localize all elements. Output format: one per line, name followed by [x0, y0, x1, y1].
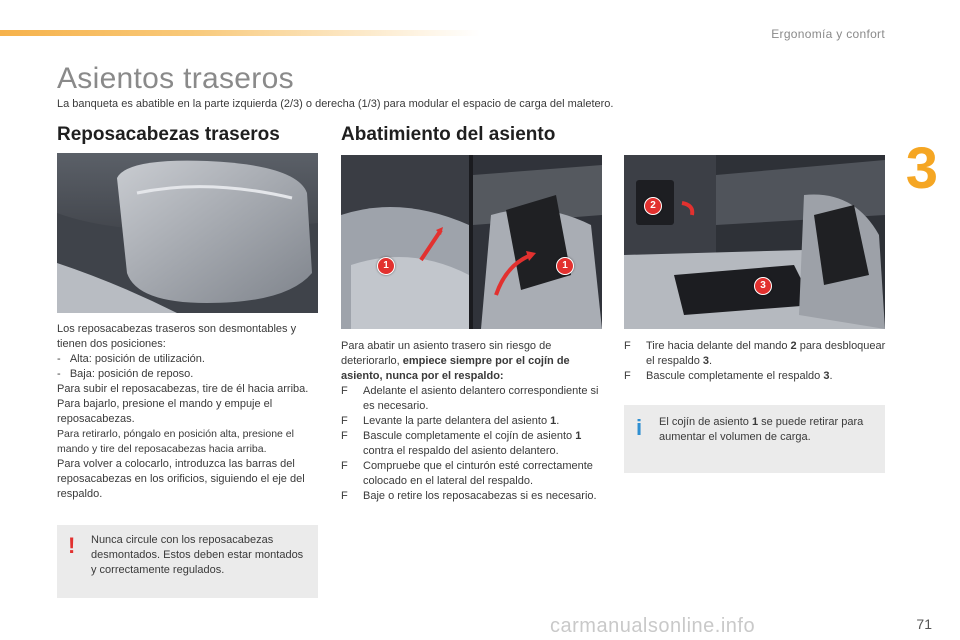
page-intro: La banqueta es abatible en la parte izquierda (2/3) o derecha (1/3) para modular el espacio de carga del maletero.: [57, 98, 614, 110]
callout-3: 3: [754, 277, 772, 295]
step-text: Compruebe que el cinturón esté correctamente colocado en el lateral del respaldo.: [363, 460, 593, 487]
watermark: carmanualsonline.info: [550, 615, 756, 637]
step-text-after: para desbloquear el respaldo: [646, 340, 886, 367]
bullet-marker: F: [624, 370, 631, 382]
backrest-step: [624, 369, 886, 384]
step-text-after: .: [709, 355, 713, 367]
callout-2: 2: [644, 197, 662, 215]
headrest-heading: Reposacabezas traseros: [57, 124, 280, 145]
backrest-photo: [624, 155, 885, 329]
header-accent-bar: [0, 30, 480, 36]
section-label: Ergonomía y confort: [771, 27, 885, 41]
step-number: 3: [702, 355, 709, 367]
warning-icon: !: [68, 533, 76, 558]
headrest-photo: [57, 153, 318, 313]
headrest-p5: Para bajarlo, presione el mando y empuje el reposacabezas.: [57, 398, 273, 425]
fold-step: [341, 459, 603, 489]
fold-intro-bold: empiece siempre por el cojín de asiento, nunca por el respaldo:: [341, 355, 570, 382]
bullet-marker: F: [341, 490, 348, 502]
fold-instructions: [341, 339, 603, 504]
page-title: Asientos traseros: [57, 62, 294, 95]
step-text-after: .: [829, 370, 833, 382]
backrest-illustration: [624, 155, 885, 329]
page-number: 71: [916, 616, 932, 632]
step-text: Tire hacia delante del mando: [646, 340, 791, 352]
bullet-marker: F: [341, 460, 348, 472]
headrest-p6: Para retirarlo, póngalo en posición alta, presione el mando y tire del reposacabezas hacia arriba.: [57, 428, 294, 455]
step-text-after: .: [556, 415, 560, 427]
headrest-illustration: [57, 153, 318, 313]
warning-box: [57, 525, 318, 598]
step-text: Bascule completamente el cojín de asiento: [363, 430, 576, 442]
bullet-marker: F: [341, 385, 348, 397]
info-number: 1: [751, 416, 759, 428]
info-text: [659, 415, 874, 445]
fold-heading: Abatimiento del asiento: [341, 124, 556, 145]
step-number: 1: [575, 430, 582, 442]
fold-intro: [341, 339, 603, 384]
step-text: Bascule completamente el respaldo: [646, 370, 824, 382]
info-text-before: El cojín de asiento: [659, 416, 752, 428]
step-number: 2: [790, 340, 797, 352]
headrest-instructions: [57, 322, 319, 502]
warning-text: Nunca circule con los reposacabezas desmontados. Estos deben estar montados y correctamente regulados.: [91, 534, 304, 576]
info-text-after: se puede retirar para aumentar el volumen de carga.: [659, 416, 864, 443]
chapter-number: 3: [905, 136, 938, 201]
step-number: 3: [823, 370, 830, 382]
headrest-p2: - Alta: posición de utilización.: [57, 353, 205, 365]
fold-step: [341, 489, 603, 504]
bullet-marker: F: [341, 415, 348, 427]
headrest-p7: Para volver a colocarlo, introduzca las barras del reposacabezas en los orificios, siguiendo el eje del respaldo.: [57, 458, 305, 500]
step-text: Adelante el asiento delantero correspondiente si es necesario.: [363, 385, 599, 412]
seat-cushion-illustration: [341, 155, 602, 329]
callout-1-left: 1: [377, 257, 395, 275]
callout-1-right: 1: [556, 257, 574, 275]
step-text-after: contra el respaldo del asiento delantero.: [363, 445, 559, 457]
step-text: Levante la parte delantera del asiento: [363, 415, 551, 427]
fold-step: [341, 384, 603, 414]
info-box: [624, 405, 885, 473]
seat-cushion-photo: [341, 155, 602, 329]
backrest-step: [624, 339, 886, 369]
info-icon: i: [636, 415, 643, 440]
backrest-steps: [624, 339, 886, 384]
headrest-p4: Para subir el reposacabezas, tire de él hacia arriba.: [57, 383, 309, 395]
headrest-p1: Los reposacabezas traseros son desmontables y tienen dos posiciones:: [57, 323, 297, 350]
fold-step: [341, 414, 603, 429]
step-text: Baje o retire los reposacabezas si es necesario.: [363, 490, 597, 502]
headrest-p3: - Baja: posición de reposo.: [57, 368, 194, 380]
bullet-marker: F: [624, 340, 631, 352]
fold-steps: [341, 384, 603, 504]
step-number: 1: [550, 415, 557, 427]
fold-step: [341, 429, 603, 459]
fold-intro-plain: Para abatir un asiento trasero sin riesgo de deteriorarlo,: [341, 340, 552, 367]
backrest-instructions: [624, 339, 886, 384]
bullet-marker: F: [341, 430, 348, 442]
